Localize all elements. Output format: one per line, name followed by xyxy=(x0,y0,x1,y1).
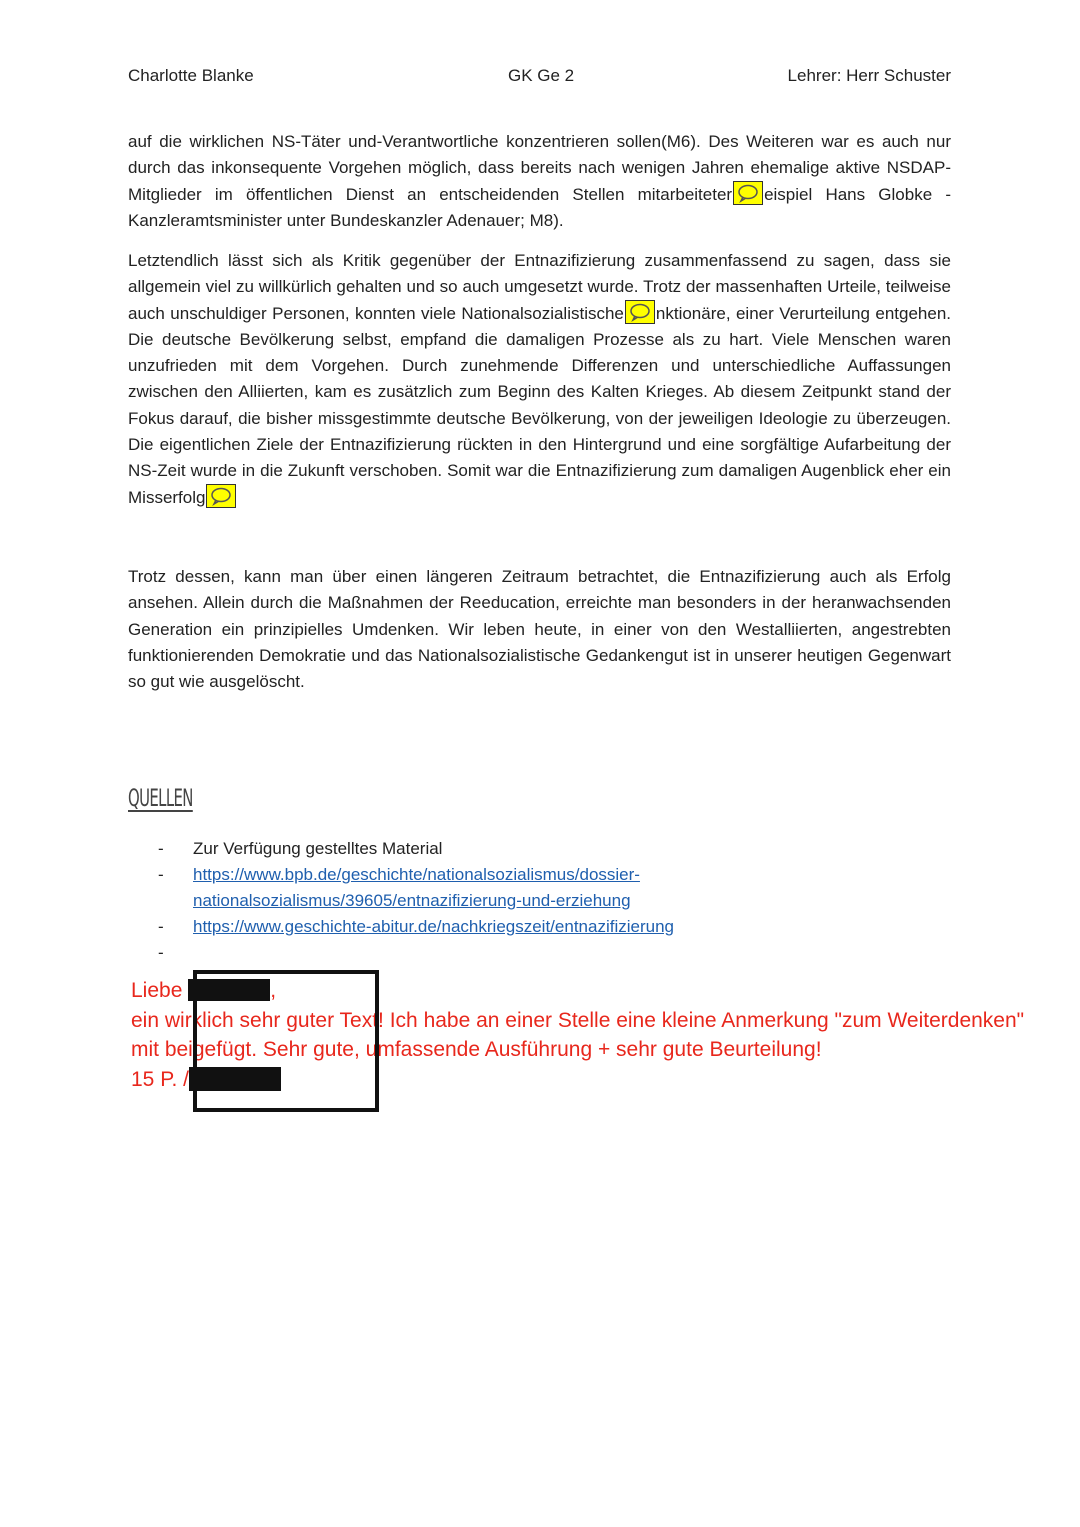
source-link-bpb-line1[interactable]: https://www.bpb.de/geschichte/nationalsozialismus/dossier- xyxy=(193,865,640,884)
header-author: Charlotte Blanke xyxy=(128,66,254,85)
list-item: - https://www.bpb.de/geschichte/nationalsozialismus/dossier- nationalsozialismus/39605/entnazifizierung-und-erziehung xyxy=(158,865,640,910)
sources-heading: QUELLEN xyxy=(128,784,193,812)
paragraph-1-text-b: eispiel Hans Globke - Kanzleramtsminister unter Bundeskanzler Adenauer; M8). xyxy=(128,184,951,230)
header-course: GK Ge 2 xyxy=(508,66,575,85)
paragraph-3: Trotz dessen, kann man über einen längeren Zeitraum betrachtet, die Entnazifizierung auch als Erfolg ansehen. Allein durch die Maßnahmen der Reeducation, erreichte man besonders in der heranwachsenden Generation ein prinzipielles Umdenken. Wir leben heute, in einer von den Westalliierten, angestrebten funktionierenden Demokratie und das Nationalsozialistische Gedankengut ist in unserer heutigen Gegenwart so gut wie ausgelöscht. xyxy=(128,567,951,692)
paragraph-1-text-a: auf die wirklichen NS-Täter und-Verantwortliche konzentrieren sollen(M6). Des Weiteren war es auch nur durch das inkonsequente Vorgehen möglich, dass bereits nach wenigen Jahren ehemalige aktive NSDAP-Mitglieder im öffentlichen Dienst an entscheidenden Stellen mitarbeiteter xyxy=(128,132,951,204)
paragraph-2-text-b: nktionäre, einer Verurteilung entgehen. Die deutsche Bevölkerung selbst, empfand die damaligen Prozesse als zu hart. Viele Menschen waren unzufrieden mit dem Vorgehen. Durch zunehmende Differenzen und unterschiedliche Auffassungen zwischen den Alliierten, kam es zusätzlich zum Beginn des Kalten Krieges. Ab diesem Zeitpunkt stand der Fokus darauf, die bisher missgestimmte deutsche Bevölkerung, von der jeweiligen Ideologie zu überzeugen. Die eigentlichen Ziele der Entnazifizierung rückten in den Hintergrund und eine sorgfältige Aufarbeitung der NS-Zeit wurde in die Zukunft verschoben. Somit war die Entnazifizierung zum damaligen Augenblick eher ein Misserfolg xyxy=(128,303,951,507)
paragraph-2 xyxy=(128,248,951,511)
feedback-greeting: Liebe xyxy=(131,979,183,1002)
source-link-bpb-line2[interactable]: nationalsozialismus/39605/entnazifizierung-und-erziehung xyxy=(193,891,631,910)
source-text: Zur Verfügung gestelltes Material xyxy=(193,839,443,858)
redaction-box xyxy=(193,970,379,1112)
comment-icon[interactable] xyxy=(206,484,236,508)
paragraph-2-text-a: Letztendlich lässt sich als Kritik gegenüber der Entnazifizierung zusammenfassend zu sagen, dass sie allgemein viel zu willkürlich gehalten und so auch umgesetzt wurde. Trotz der massenhaften Urteile, teilweise auch unschuldiger Personen, konnten viele Nationalsozialistische xyxy=(128,251,951,323)
source-link-bpb[interactable] xyxy=(193,865,640,910)
feedback-line-2: ein wirklich sehr guter Text! Ich habe an einer Stelle eine kleine Anmerkung "zum Weiterdenken" xyxy=(131,1008,1025,1032)
feedback-line-3: mit beigefügt. Sehr gute, umfassende Ausführung + sehr gute Beurteilung! xyxy=(131,1038,822,1061)
list-item: - Zur Verfügung gestelltes Material xyxy=(158,839,443,858)
feedback-comma: , xyxy=(270,979,277,1002)
header-teacher: Lehrer: Herr Schuster xyxy=(787,66,951,85)
list-item: - https://www.geschichte-abitur.de/nachkriegszeit/entnazifizierung xyxy=(158,917,674,936)
comment-icon[interactable] xyxy=(625,300,655,324)
paragraph-1 xyxy=(128,129,951,234)
comment-icon[interactable] xyxy=(733,181,763,205)
source-link-geschichte-abitur[interactable]: https://www.geschichte-abitur.de/nachkriegszeit/entnazifizierung xyxy=(193,917,674,936)
sources-list: - Zur Verfügung gestelltes Material - https://www.bpb.de/geschichte/nationalsozialismus/dossier- nationalsozialismus/39605/entnazifizierung-und-erziehung - https://www.geschichte-abitur.de/nachkriegszeit/entnazifizierung - xyxy=(128,836,928,940)
feedback-score: 15 P. / xyxy=(131,1067,189,1091)
